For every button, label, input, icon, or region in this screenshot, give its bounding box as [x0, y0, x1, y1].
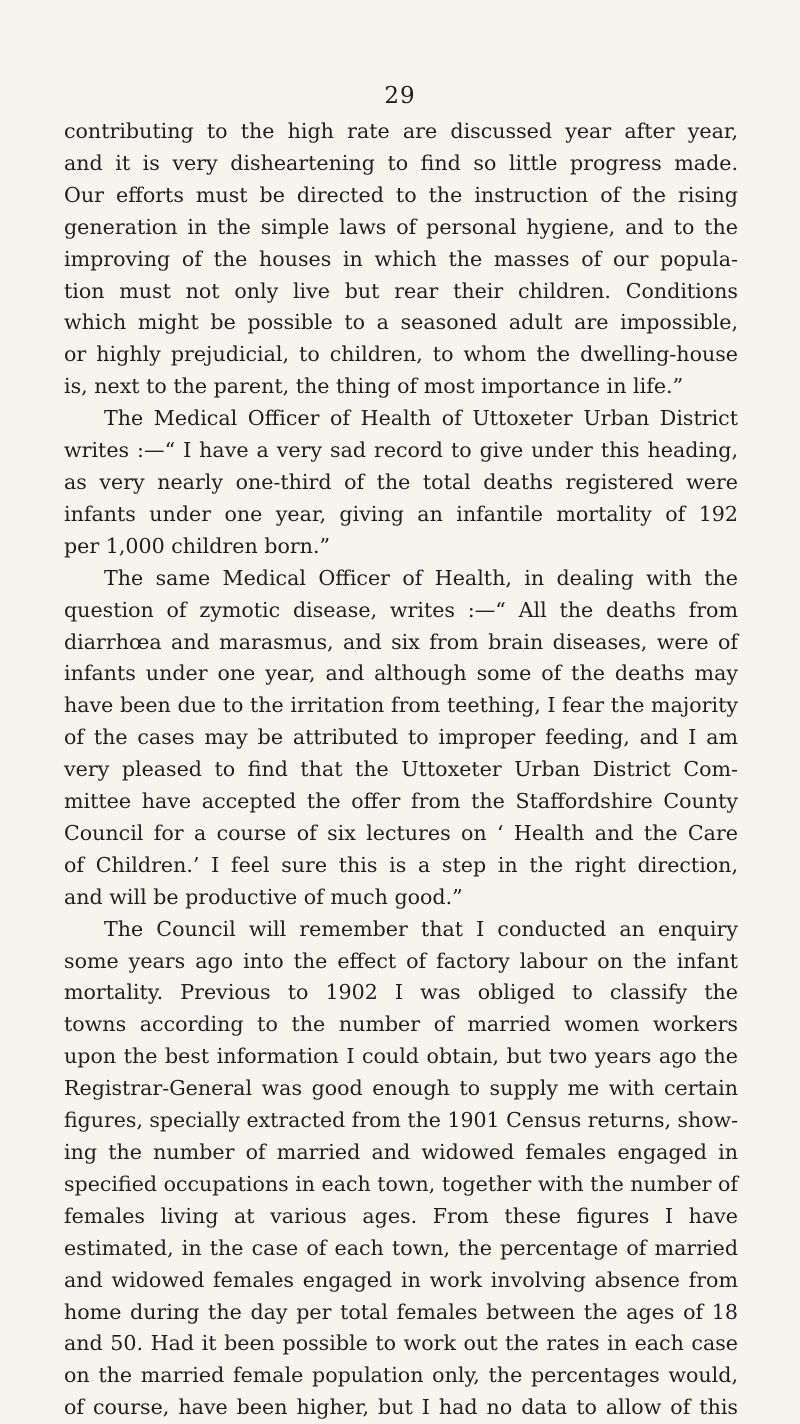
text-line: of Children.’ I feel sure this is a step in the right direction,	[64, 852, 738, 877]
text-line: towns according to the number of married women workers	[64, 1012, 738, 1037]
text-line: Registrar-General was good enough to supply me with certain	[64, 1076, 738, 1101]
page-number: 29	[384, 83, 416, 109]
text-line: females living at various ages. From these figures I have	[64, 1203, 738, 1228]
text-line: is, next to the parent, the thing of most importance in life.”	[64, 374, 684, 399]
text-line: ing the number of married and widowed females engaged in	[64, 1140, 738, 1164]
text-line: infants under one year, and although some of the deaths may	[64, 661, 738, 686]
text-line: question of zymotic disease, writes :—“ All the deaths from	[64, 597, 738, 622]
text-line: and it is very disheartening to find so little progress made.	[64, 150, 738, 175]
text-line: or highly prejudicial, to children, to whom the dwelling-house	[64, 342, 738, 367]
text-line: home during the day per total females between the ages of 18	[64, 1299, 738, 1324]
text-line: writes :—“ I have a very sad record to give under this heading,	[64, 438, 738, 463]
text-line: estimated, in the case of each town, the percentage of married	[64, 1235, 738, 1260]
text-line: as very nearly one-third of the total deaths registered were	[64, 469, 738, 494]
text-line: upon the best information I could obtain, but two years ago the	[64, 1044, 738, 1069]
text-line: very pleased to find that the Uttoxeter Urban District Com-	[64, 757, 738, 782]
text-line: mortality. Previous to 1902 I was obliged to classify the	[64, 980, 738, 1005]
text-line: of the cases may be attributed to improper feeding, and I am	[64, 725, 738, 750]
text-line: which might be possible to a seasoned adult are impossible,	[64, 310, 738, 335]
text-line: Council for a course of six lectures on ‘ Health and the Care	[64, 820, 738, 845]
text-line: of course, have been higher, but I had no data to allow of this	[64, 1395, 738, 1420]
text-line: The Council will remember that I conducted an enquiry	[104, 916, 738, 941]
text-line: on the married female population only, the percentages would,	[64, 1363, 738, 1388]
text-line: diarrhœa and marasmus, and six from brain diseases, were of	[64, 629, 738, 654]
body-text	[64, 116, 738, 1424]
text-line: The same Medical Officer of Health, in dealing with the	[104, 565, 738, 590]
text-line: contributing to the high rate are discussed year after year,	[64, 119, 738, 143]
text-line: infants under one year, giving an infantile mortality of 192	[64, 501, 738, 526]
text-line: The Medical Officer of Health of Uttoxeter Urban District	[104, 406, 738, 431]
text-line: generation in the simple laws of personal hygiene, and to the	[64, 214, 738, 239]
text-line: some years ago into the effect of factory labour on the infant	[64, 948, 738, 973]
text-line: Our efforts must be directed to the instruction of the rising	[64, 182, 738, 207]
text-line: tion must not only live but rear their children. Conditions	[64, 278, 738, 303]
text-line: improving of the houses in which the masses of our popula-	[64, 246, 738, 271]
text-line: mittee have accepted the offer from the Staffordshire County	[64, 789, 738, 814]
text-line: and 50. Had it been possible to work out the rates in each case	[64, 1331, 738, 1356]
text-line: and will be productive of much good.”	[64, 884, 463, 909]
text-line: figures, specially extracted from the 1901 Census returns, show-	[64, 1108, 738, 1133]
text-line: per 1,000 children born.”	[64, 533, 331, 558]
text-line: have been due to the irritation from teething, I fear the majority	[64, 693, 738, 718]
text-line: specified occupations in each town, together with the number of	[64, 1171, 738, 1196]
text-line: and widowed females engaged in work involving absence from	[64, 1267, 738, 1292]
